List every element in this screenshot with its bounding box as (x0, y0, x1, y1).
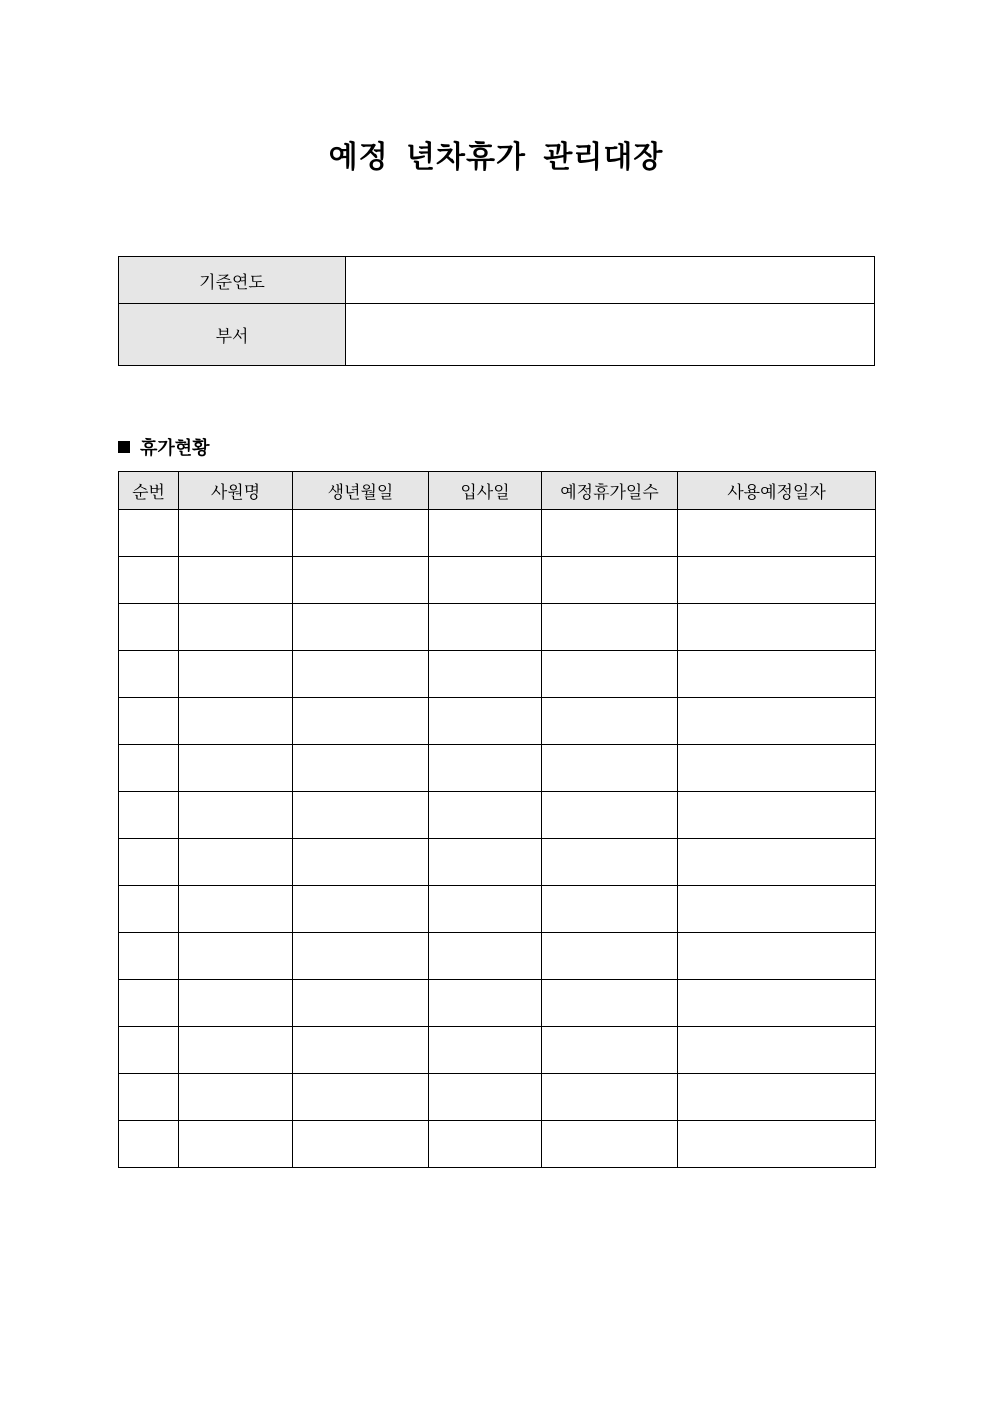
info-label-year: 기준연도 (119, 257, 346, 304)
leave-status-table (118, 471, 876, 1168)
cell-planned-use-dates[interactable] (678, 933, 876, 980)
cell-number[interactable] (119, 698, 179, 745)
cell-planned-use-dates[interactable] (678, 839, 876, 886)
cell-employee-name[interactable] (179, 1121, 293, 1168)
cell-hire-date[interactable] (429, 510, 542, 557)
cell-number[interactable] (119, 557, 179, 604)
cell-birth-date[interactable] (293, 1027, 429, 1074)
cell-hire-date[interactable] (429, 1121, 542, 1168)
cell-planned-leave-days[interactable] (542, 651, 678, 698)
cell-birth-date[interactable] (293, 886, 429, 933)
cell-hire-date[interactable] (429, 886, 542, 933)
cell-planned-leave-days[interactable] (542, 1121, 678, 1168)
cell-planned-leave-days[interactable] (542, 933, 678, 980)
cell-employee-name[interactable] (179, 557, 293, 604)
cell-hire-date[interactable] (429, 980, 542, 1027)
cell-birth-date[interactable] (293, 1121, 429, 1168)
cell-planned-leave-days[interactable] (542, 557, 678, 604)
cell-planned-use-dates[interactable] (678, 1027, 876, 1074)
cell-planned-leave-days[interactable] (542, 1027, 678, 1074)
cell-birth-date[interactable] (293, 604, 429, 651)
cell-planned-use-dates[interactable] (678, 792, 876, 839)
table-header-row (119, 472, 876, 510)
cell-number[interactable] (119, 792, 179, 839)
cell-employee-name[interactable] (179, 651, 293, 698)
cell-planned-use-dates[interactable] (678, 698, 876, 745)
table-row (119, 886, 876, 933)
info-value-year[interactable] (346, 257, 875, 304)
cell-employee-name[interactable] (179, 792, 293, 839)
cell-number[interactable] (119, 886, 179, 933)
cell-number[interactable] (119, 745, 179, 792)
column-header-planned-use-dates: 사용예정일자 (678, 472, 876, 510)
cell-hire-date[interactable] (429, 557, 542, 604)
cell-planned-leave-days[interactable] (542, 839, 678, 886)
cell-planned-leave-days[interactable] (542, 745, 678, 792)
cell-planned-leave-days[interactable] (542, 604, 678, 651)
cell-employee-name[interactable] (179, 839, 293, 886)
table-row (119, 792, 876, 839)
table-row (119, 1027, 876, 1074)
cell-planned-use-dates[interactable] (678, 886, 876, 933)
cell-employee-name[interactable] (179, 1074, 293, 1121)
cell-employee-name[interactable] (179, 604, 293, 651)
cell-number[interactable] (119, 1121, 179, 1168)
cell-planned-use-dates[interactable] (678, 1074, 876, 1121)
info-label-department: 부서 (119, 304, 346, 366)
cell-planned-leave-days[interactable] (542, 510, 678, 557)
cell-number[interactable] (119, 933, 179, 980)
cell-planned-leave-days[interactable] (542, 886, 678, 933)
column-header-birth-date: 생년월일 (293, 472, 429, 510)
cell-number[interactable] (119, 510, 179, 557)
cell-planned-use-dates[interactable] (678, 510, 876, 557)
cell-employee-name[interactable] (179, 698, 293, 745)
cell-hire-date[interactable] (429, 933, 542, 980)
table-row (119, 745, 876, 792)
cell-birth-date[interactable] (293, 792, 429, 839)
cell-employee-name[interactable] (179, 1027, 293, 1074)
cell-planned-leave-days[interactable] (542, 980, 678, 1027)
table-row (119, 651, 876, 698)
cell-employee-name[interactable] (179, 886, 293, 933)
info-row-year (119, 257, 875, 304)
cell-planned-use-dates[interactable] (678, 557, 876, 604)
table-row (119, 980, 876, 1027)
table-row (119, 698, 876, 745)
cell-number[interactable] (119, 651, 179, 698)
cell-number[interactable] (119, 980, 179, 1027)
cell-birth-date[interactable] (293, 980, 429, 1027)
cell-hire-date[interactable] (429, 651, 542, 698)
table-row (119, 1121, 876, 1168)
cell-birth-date[interactable] (293, 510, 429, 557)
column-header-planned-leave-days: 예정휴가일수 (542, 472, 678, 510)
cell-hire-date[interactable] (429, 604, 542, 651)
table-row (119, 1074, 876, 1121)
square-bullet-icon (118, 441, 130, 453)
cell-hire-date[interactable] (429, 745, 542, 792)
cell-number[interactable] (119, 604, 179, 651)
cell-birth-date[interactable] (293, 933, 429, 980)
cell-hire-date[interactable] (429, 1027, 542, 1074)
cell-birth-date[interactable] (293, 557, 429, 604)
cell-employee-name[interactable] (179, 980, 293, 1027)
cell-planned-use-dates[interactable] (678, 651, 876, 698)
cell-hire-date[interactable] (429, 792, 542, 839)
info-row-department (119, 304, 875, 366)
cell-planned-use-dates[interactable] (678, 745, 876, 792)
cell-planned-leave-days[interactable] (542, 1074, 678, 1121)
section-heading-label: 휴가현황 (140, 438, 210, 459)
cell-planned-use-dates[interactable] (678, 1121, 876, 1168)
cell-birth-date[interactable] (293, 745, 429, 792)
table-row (119, 933, 876, 980)
cell-number[interactable] (119, 839, 179, 886)
cell-employee-name[interactable] (179, 510, 293, 557)
cell-hire-date[interactable] (429, 698, 542, 745)
table-row (119, 557, 876, 604)
cell-birth-date[interactable] (293, 839, 429, 886)
cell-birth-date[interactable] (293, 651, 429, 698)
column-header-hire-date: 입사일 (429, 472, 542, 510)
cell-planned-use-dates[interactable] (678, 604, 876, 651)
cell-number[interactable] (119, 1074, 179, 1121)
page-title: 예정 년차휴가 관리대장 (328, 140, 664, 175)
cell-employee-name[interactable] (179, 933, 293, 980)
cell-birth-date[interactable] (293, 1074, 429, 1121)
column-header-employee-name: 사원명 (179, 472, 293, 510)
table-row (119, 839, 876, 886)
cell-planned-use-dates[interactable] (678, 980, 876, 1027)
cell-employee-name[interactable] (179, 745, 293, 792)
cell-planned-leave-days[interactable] (542, 792, 678, 839)
cell-number[interactable] (119, 1027, 179, 1074)
section-heading (118, 434, 210, 460)
table-row (119, 510, 876, 557)
column-header-number: 순번 (119, 472, 179, 510)
cell-hire-date[interactable] (429, 1074, 542, 1121)
info-table (118, 256, 875, 366)
cell-birth-date[interactable] (293, 698, 429, 745)
info-value-department[interactable] (346, 304, 875, 366)
table-row (119, 604, 876, 651)
cell-hire-date[interactable] (429, 839, 542, 886)
cell-planned-leave-days[interactable] (542, 698, 678, 745)
